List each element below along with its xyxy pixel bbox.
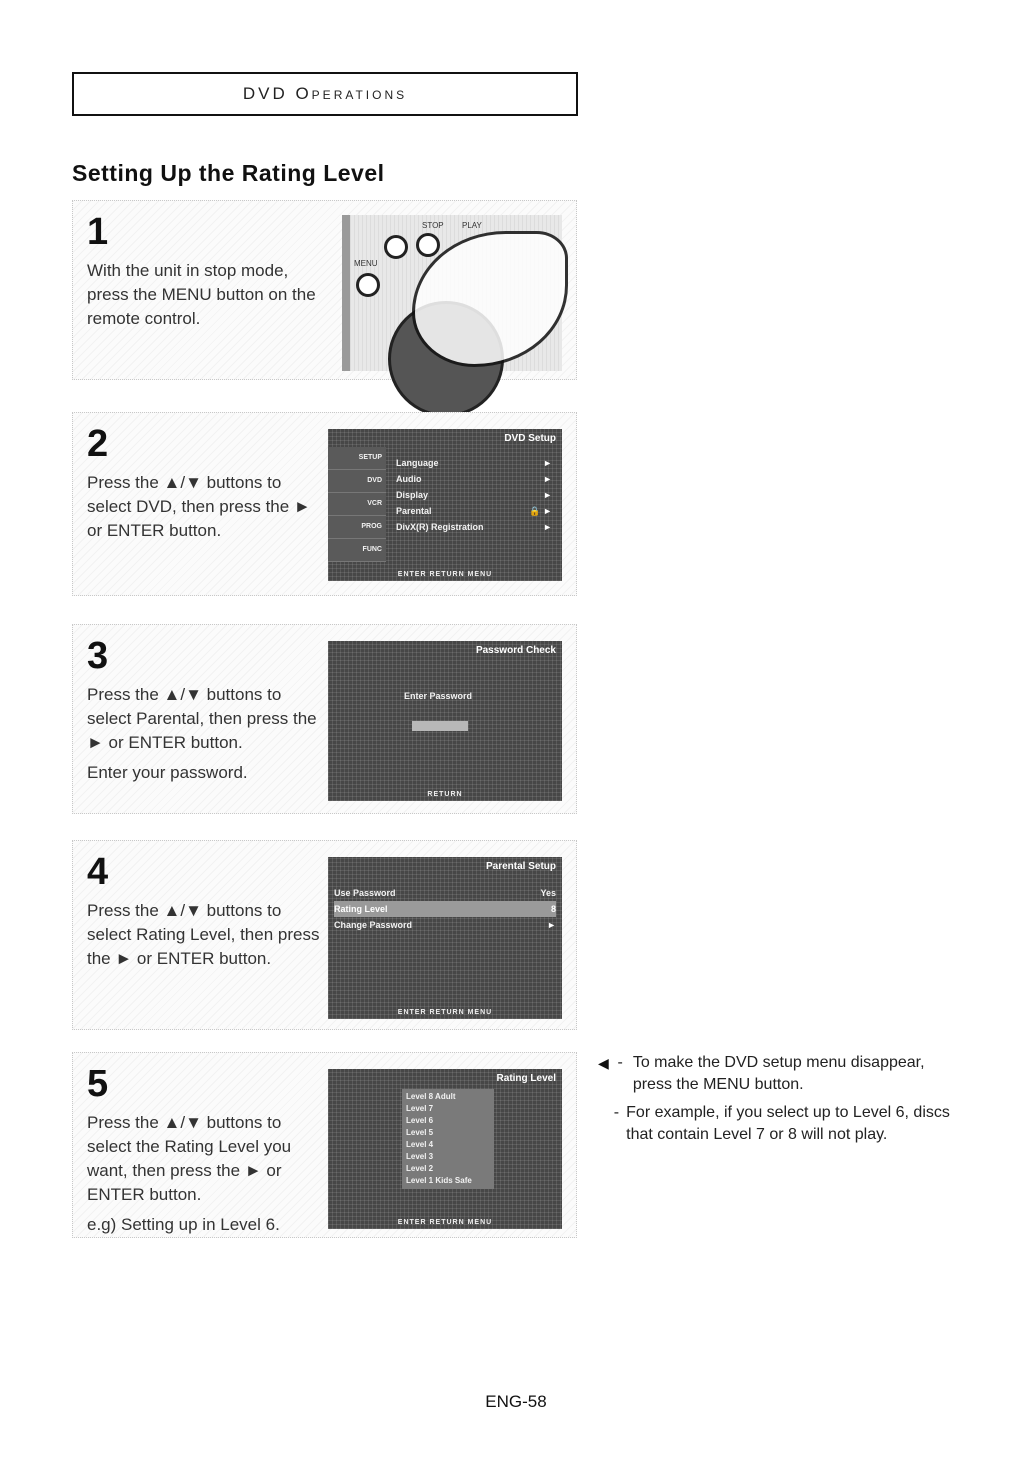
arrow-right-icon: ►	[543, 490, 552, 500]
arrow-right-icon: ►	[543, 458, 552, 468]
level-list	[402, 1089, 494, 1189]
step-instruction	[87, 1111, 327, 1237]
parental-menu	[334, 885, 556, 933]
remote-control-illustration	[342, 215, 562, 371]
note-text: To make the DVD setup menu disappear, press the MENU button.	[632, 1054, 925, 1093]
step-3-note: Enter your password.	[87, 763, 248, 782]
tab-func: FUNC	[328, 539, 386, 562]
menu-label: MENU	[354, 259, 378, 268]
level-item: Level 1 Kids Safe	[406, 1176, 472, 1185]
screen-title: Parental Setup	[485, 861, 556, 872]
step-instruction	[87, 259, 327, 331]
setup-menu	[396, 455, 552, 535]
menu-item-label: Parental	[396, 506, 432, 516]
password-field	[412, 721, 468, 731]
step-5	[72, 1052, 577, 1238]
section-header-label: DVD Operations	[242, 84, 408, 103]
menu-item-label: Audio	[396, 474, 422, 484]
password-prompt: Enter Password	[404, 691, 473, 701]
step-number: 3	[87, 635, 109, 677]
menu-item	[396, 487, 552, 503]
note-dash: -	[613, 1104, 620, 1121]
level-item: Level 5	[406, 1128, 434, 1137]
page-number: ENG-58	[485, 1392, 547, 1411]
menu-item-label: Rating Level	[334, 904, 388, 914]
level-item: Level 8 Adult	[406, 1092, 456, 1101]
step-2	[72, 412, 577, 596]
step-5-note: e.g) Setting up in Level 6.	[87, 1215, 280, 1234]
parental-setup-screen	[328, 857, 562, 1019]
level-item: Level 3	[406, 1152, 434, 1161]
note-spacer	[598, 1102, 614, 1146]
tab-vcr: VCR	[328, 493, 386, 516]
stop-button-icon	[384, 235, 408, 259]
menu-button-icon	[356, 273, 380, 297]
level-item: Level 6	[406, 1116, 434, 1125]
menu-item-label: DivX(R) Registration	[396, 522, 484, 532]
level-item: Level 4	[406, 1140, 434, 1149]
step-2-text: Press the ▲/▼ buttons to select DVD, then press the ► or ENTER button.	[87, 473, 311, 540]
arrow-right-icon: ►	[547, 920, 556, 930]
note-item	[598, 1102, 958, 1146]
arrow-right-icon: ►	[543, 522, 552, 532]
step-instruction	[87, 471, 327, 543]
setup-side-tabs	[328, 447, 386, 562]
screen-title: DVD Setup	[504, 433, 556, 444]
stop-label: STOP	[422, 221, 444, 230]
step-instruction	[87, 683, 327, 785]
menu-item-label: Change Password	[334, 920, 413, 930]
tab-dvd: DVD	[328, 470, 386, 493]
page-title: Setting Up the Rating Level	[72, 160, 385, 186]
menu-item-label: Use Password	[334, 888, 396, 898]
note-text: For example, if you select up to Level 6, discs that contain Level 7 or 8 will not play.	[626, 1104, 950, 1143]
screen-title: Password Check	[475, 645, 556, 656]
menu-item	[334, 885, 556, 901]
level-item: Level 7	[406, 1104, 434, 1113]
step-number: 5	[87, 1063, 109, 1105]
lock-icon: 🔒 ►	[529, 506, 552, 516]
step-3-text: Press the ▲/▼ buttons to select Parental, then press the ► or ENTER button.	[87, 685, 317, 752]
menu-item	[396, 519, 552, 535]
step-4-text: Press the ▲/▼ buttons to select Rating Level, then press the ► or ENTER button.	[87, 901, 320, 968]
note-dash: -	[617, 1054, 623, 1071]
menu-item	[396, 503, 552, 519]
play-label: PLAY	[462, 221, 482, 230]
step-3	[72, 624, 577, 814]
screen-footer: ENTER RETURN MENU	[397, 571, 493, 578]
note-icon: ◀	[598, 1055, 609, 1071]
screen-footer: ENTER RETURN MENU	[397, 1219, 493, 1226]
arrow-right-icon: ►	[543, 474, 552, 484]
step-instruction	[87, 899, 327, 971]
screen-footer: ENTER RETURN MENU	[397, 1009, 493, 1016]
tab-prog: PROG	[328, 516, 386, 539]
menu-item-label: Language	[396, 458, 439, 468]
menu-item-value: Yes	[540, 888, 556, 898]
note-item	[598, 1052, 958, 1096]
level-item: Level 2	[406, 1164, 434, 1173]
step-1-text: With the unit in stop mode, press the MENU button on the remote control.	[87, 261, 316, 328]
menu-item	[334, 917, 556, 933]
rating-level-screen	[328, 1069, 562, 1229]
menu-item	[396, 455, 552, 471]
screen-footer: RETURN	[427, 791, 463, 798]
section-header	[72, 72, 578, 116]
step-5-text: Press the ▲/▼ buttons to select the Rating Level you want, then press the ► or ENTER button.	[87, 1113, 292, 1204]
menu-item-value: 8	[550, 904, 556, 914]
play-button-icon	[416, 233, 440, 257]
step-1	[72, 200, 577, 380]
step-4	[72, 840, 577, 1030]
step-number: 1	[87, 211, 109, 253]
step-number: 4	[87, 851, 109, 893]
dvd-setup-screen	[328, 429, 562, 581]
menu-item-selected	[334, 901, 556, 917]
tab-setup: SETUP	[328, 447, 386, 470]
screen-title: Rating Level	[496, 1073, 556, 1084]
menu-item	[396, 471, 552, 487]
menu-item-label: Display	[396, 490, 429, 500]
step-number: 2	[87, 423, 109, 465]
notes	[598, 1052, 958, 1152]
password-check-screen	[328, 641, 562, 801]
